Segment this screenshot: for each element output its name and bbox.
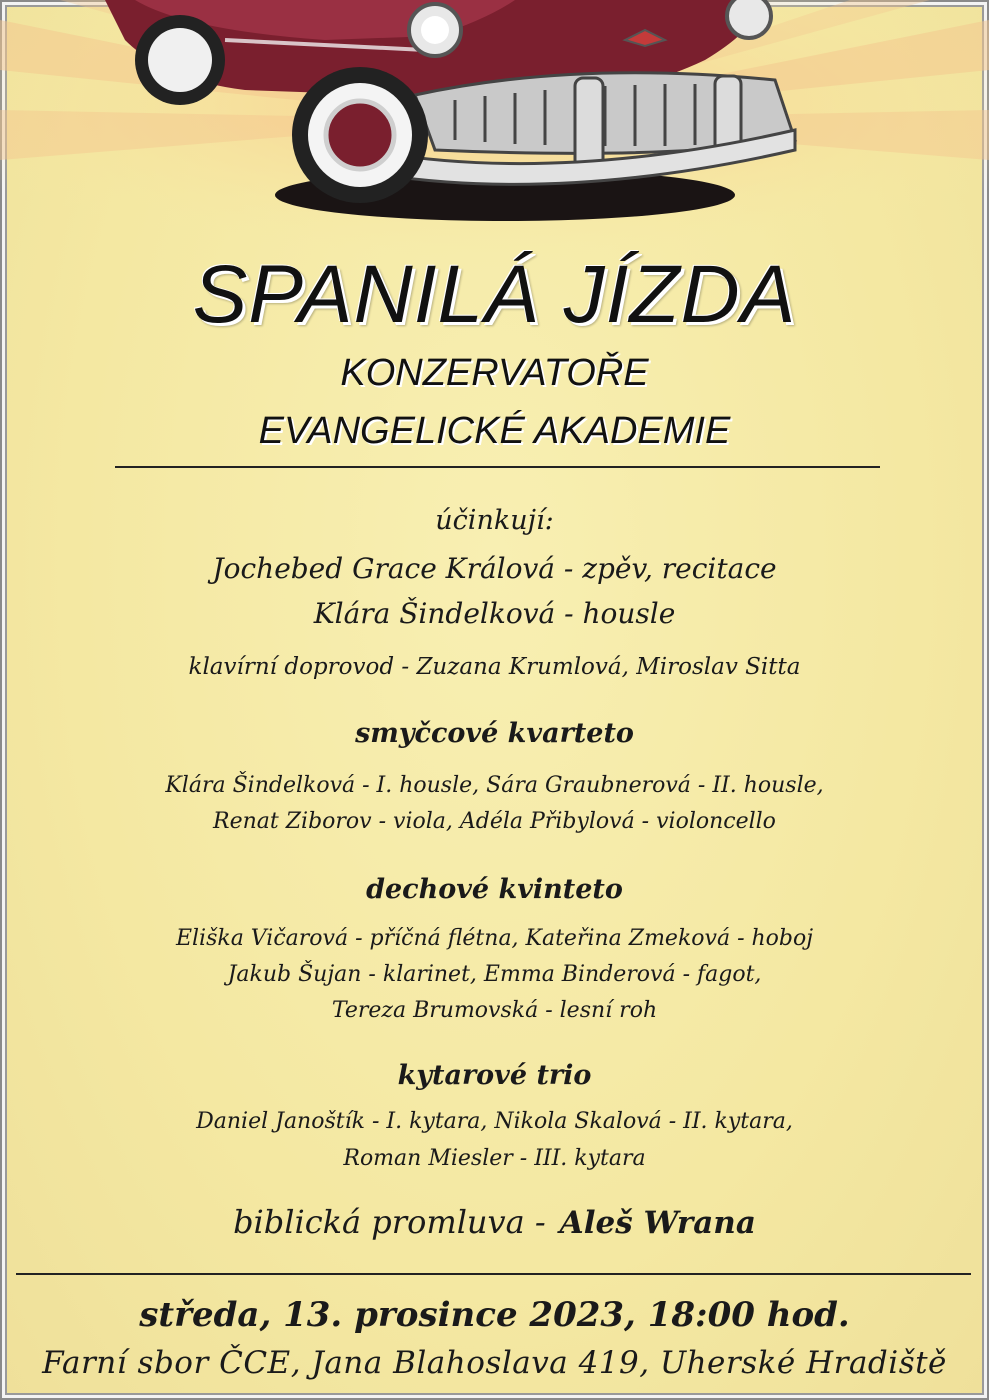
sermon-label: biblická promluva - [233, 1203, 546, 1241]
event-date: středa, 13. prosince 2023, 18:00 hod. [139, 1295, 850, 1335]
divider-bottom [16, 1273, 971, 1275]
subtitle-line-2: EVANGELICKÉ AKADEMIE [258, 410, 731, 452]
wind-quintet-line-2: Jakub Šujan - klarinet, Emma Binderová - fagot, [227, 962, 762, 987]
piano-accompaniment: klavírní doprovod - Zuzana Krumlová, Miroslav Sitta [188, 654, 801, 680]
performer-line-2: Klára Šindelková - housle [313, 597, 676, 630]
wind-quintet-heading: dechové kvinteto [366, 874, 623, 905]
string-quartet-heading: smyčcové kvarteto [355, 718, 634, 749]
guitar-trio-line-2: Roman Miesler - III. kytara [343, 1146, 646, 1171]
divider-top [115, 466, 880, 468]
subtitle-line-1: KONZERVATOŘE [340, 352, 649, 394]
sermon-speaker: Aleš Wrana [559, 1205, 756, 1241]
string-quartet-line-2: Renat Ziborov - viola, Adéla Přibylová - violoncello [213, 809, 776, 834]
wind-quintet-line-3: Tereza Brumovská - lesní roh [331, 998, 658, 1023]
performers-label: účinkují: [435, 505, 554, 536]
performer-line-1: Jochebed Grace Králová - zpěv, recitace [212, 552, 777, 585]
wind-quintet-line-1: Eliška Vičarová - příčná flétna, Kateřina Zmeková - hoboj [175, 926, 814, 951]
string-quartet-line-1: Klára Šindelková - I. housle, Sára Graubnerová - II. housle, [165, 773, 824, 798]
vintage-car-illustration [105, 0, 805, 225]
guitar-trio-line-1: Daniel Janoštík - I. kytara, Nikola Skalová - II. kytara, [196, 1109, 793, 1134]
poster-title: SPANILÁ JÍZDA [192, 249, 797, 340]
sermon [0, 1203, 989, 1241]
event-place: Farní sbor ČCE, Jana Blahoslava 419, Uherské Hradiště [42, 1345, 947, 1381]
guitar-trio-heading: kytarové trio [397, 1060, 592, 1091]
